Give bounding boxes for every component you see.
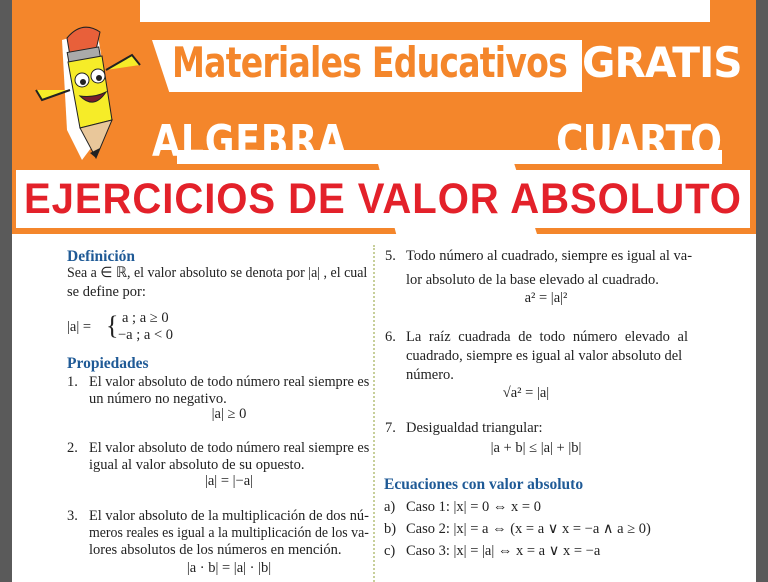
definition-text: Sea a ∈ ℝ, el valor absoluto se denota por |a| , el cual: [67, 265, 368, 281]
property-formula: |a · b| = |a| · |b|: [186, 560, 272, 576]
property-formula: |a| = |−a|: [204, 473, 254, 489]
property-text: El valor absoluto de todo número real siempre es: [89, 440, 370, 456]
case-text: Caso 3: |x| = |a| ⇔ x = a ∨ x = −a: [406, 543, 601, 559]
property-formula: √a² = |a|: [502, 385, 550, 401]
piecewise-case: −a ; a < 0: [118, 327, 174, 343]
case-label: a): [384, 499, 396, 515]
property-text: Desigualdad triangular:: [406, 420, 543, 436]
item-number: 5.: [385, 248, 396, 264]
property-text: un número no negativo.: [89, 391, 227, 407]
piecewise-lhs: |a| =: [67, 319, 92, 335]
item-number: 7.: [385, 420, 396, 436]
page-title: EJERCICIOS DE VALOR ABSOLUTO: [24, 175, 742, 223]
grade-label: CUARTO: [556, 116, 722, 167]
item-number: 2.: [67, 440, 78, 456]
property-text: El valor absoluto de la multiplicación de dos nú-: [89, 508, 369, 524]
item-number: 3.: [67, 508, 78, 524]
equations-heading: Ecuaciones con valor absoluto: [384, 476, 584, 493]
definition-text: se define por:: [67, 284, 146, 300]
property-text: El valor absoluto de todo número real siempre es: [89, 374, 370, 390]
case-label: b): [384, 521, 397, 537]
brand-free-label: GRATIS: [582, 38, 742, 87]
pencil-mascot-logo: [22, 10, 152, 160]
column-divider: [373, 245, 375, 582]
property-formula: a² = |a|²: [524, 290, 568, 306]
property-formula: |a + b| ≤ |a| + |b|: [490, 440, 582, 456]
case-text: Caso 2: |x| = a ⇔ (x = a ∨ x = −a ∧ a ≥ 0): [406, 521, 651, 537]
item-number: 1.: [67, 374, 78, 390]
case-label: c): [384, 543, 396, 559]
item-number: 6.: [385, 329, 396, 345]
header-band: [140, 0, 710, 22]
property-text: lor absoluto de la base elevado al cuadrado.: [406, 272, 659, 288]
property-formula: |a| ≥ 0: [211, 406, 247, 422]
case-text: Caso 1: |x| = 0 ⇔ x = 0: [406, 499, 541, 515]
properties-heading: Propiedades: [67, 355, 149, 372]
brace: {: [106, 311, 119, 340]
subject-label: ALGEBRA: [152, 116, 347, 167]
piecewise-case: a ; a ≥ 0: [122, 310, 169, 326]
property-text: número.: [406, 367, 454, 383]
property-text: cuadrado, siempre es igual al valor absoluto del: [406, 348, 683, 364]
definition-heading: Definición: [67, 248, 136, 265]
brand-name: Materiales Educativos: [172, 38, 567, 87]
title-box: [16, 170, 750, 228]
property-text: meros reales es igual a la multiplicación de los va-: [89, 525, 369, 541]
property-text: igual al valor absoluto de su opuesto.: [89, 457, 305, 473]
property-text: Todo número al cuadrado, siempre es igual al va-: [406, 248, 693, 264]
property-text: La raíz cuadrada de todo número elevado al: [406, 329, 689, 345]
property-text: lores absolutos de los números en mención.: [89, 542, 342, 558]
